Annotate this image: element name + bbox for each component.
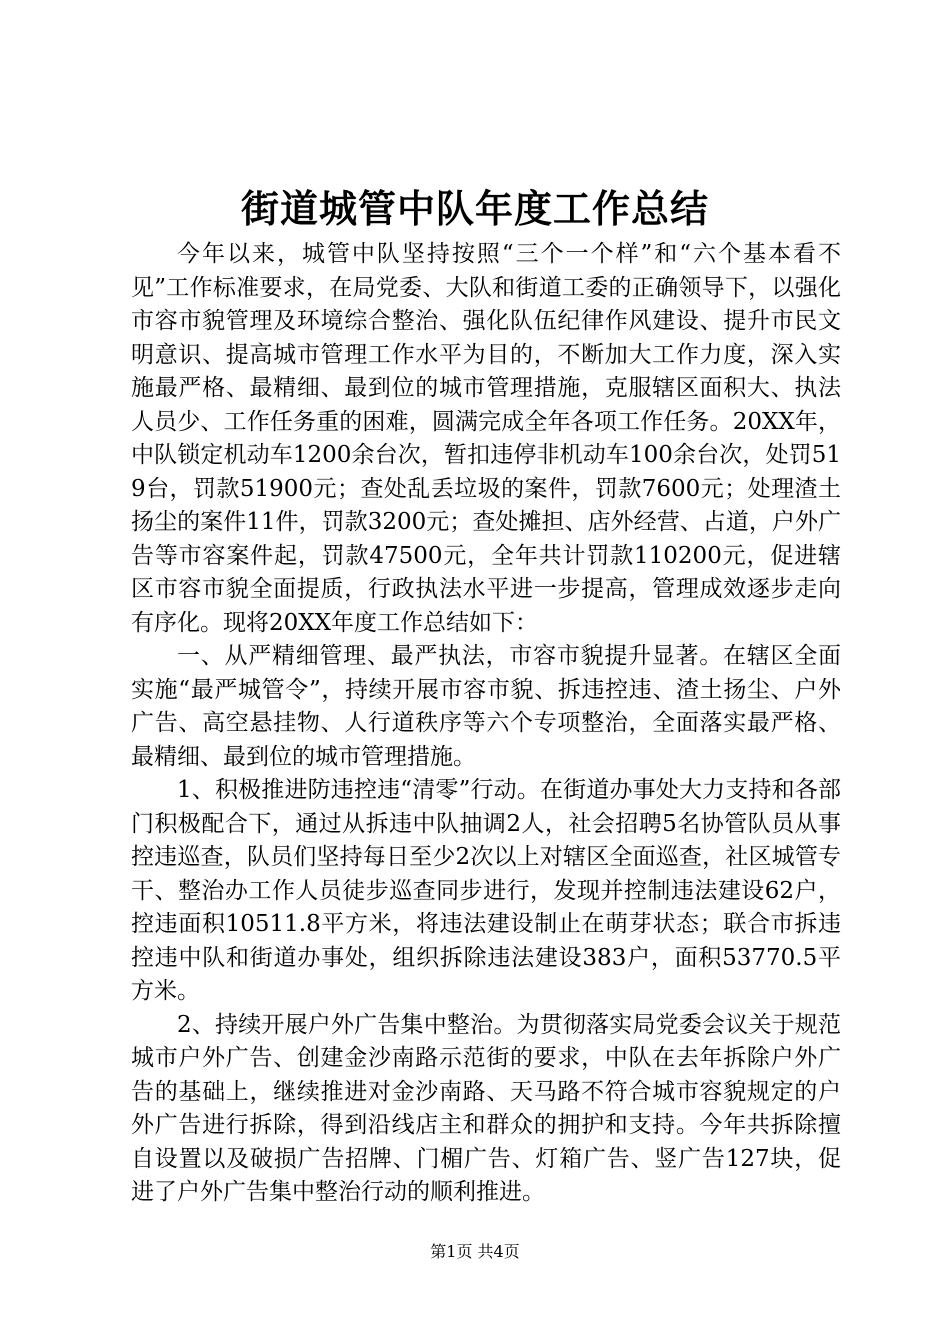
- paragraph-item-1: 1、积极推进防违控违“清零”行动。在街道办事处大力支持和各部门积极配合下，通过从拆违中队抽调2人，社会招聘5名协管队员从事控违巡查，队员们坚持每日至少2次以上对辖区全面巡查，社区城管专干、整治办工作人员徒步巡查同步进行，发现并控制违法建设62户，控违面积10511.8平方米，将违法建设制止在萌芽状态；联合市拆违控违中队和街道办事处，组织拆除违法建设383户，面积53770.5平方米。: [131, 777, 841, 1004]
- paragraph-item-2: 2、持续开展户外广告集中整治。为贯彻落实局党委会议关于规范城市户外广告、创建金沙南路示范街的要求，中队在去年拆除户外广告的基础上，继续推进对金沙南路、天马路不符合城市容貌规定的户外广告进行拆除，得到沿线店主和群众的拥护和支持。今年共拆除擅自设置以及破损广告招牌、门楣广告、灯箱广告、竖广告127块，促进了户外广告集中整治行动的顺利推进。: [131, 1011, 841, 1205]
- document-title: 街道城管中队年度工作总结: [240, 186, 709, 231]
- paragraph-section-1: 一、从严精细管理、最严执法，市容市貌提升显著。在辖区全面实施“最严城管令”，持续开展市容市貌、拆违控违、渣土扬尘、户外广告、高空悬挂物、人行道秩序等六个专项整治，全面落实最严格、最精细、最到位的城市管理措施。: [131, 643, 841, 770]
- paragraph-intro: 今年以来，城管中队坚持按照“三个一个样”和“六个基本看不见”工作标准要求，在局党委、大队和街道工委的正确领导下，以强化市容市貌管理及环境综合整治、强化队伍纪律作风建设、提升市民文明意识、提高城市管理工作水平为目的，不断加大工作力度，深入实施最严格、最精细、最到位的城市管理措施，克服辖区面积大、执法人员少、工作任务重的困难，圆满完成全年各项工作任务。20XX年，中队锁定机动车1200余台次，暂扣违停非机动车100余台次，处罚519台，罚款51900元；查处乱丢垃圾的案件，罚款7600元；处理渣土扬尘的案件11件，罚款3200元；查处摊担、店外经营、占道，户外广告等市容案件起，罚款47500元，全年共计罚款110200元，促进辖区市容市貌全面提质，行政执法水平进一步提高，管理成效逐步走向有序化。现将20XX年度工作总结如下：: [131, 241, 841, 636]
- document-body: [131, 238, 841, 1210]
- page-footer: 第1页 共4页: [430, 1242, 520, 1261]
